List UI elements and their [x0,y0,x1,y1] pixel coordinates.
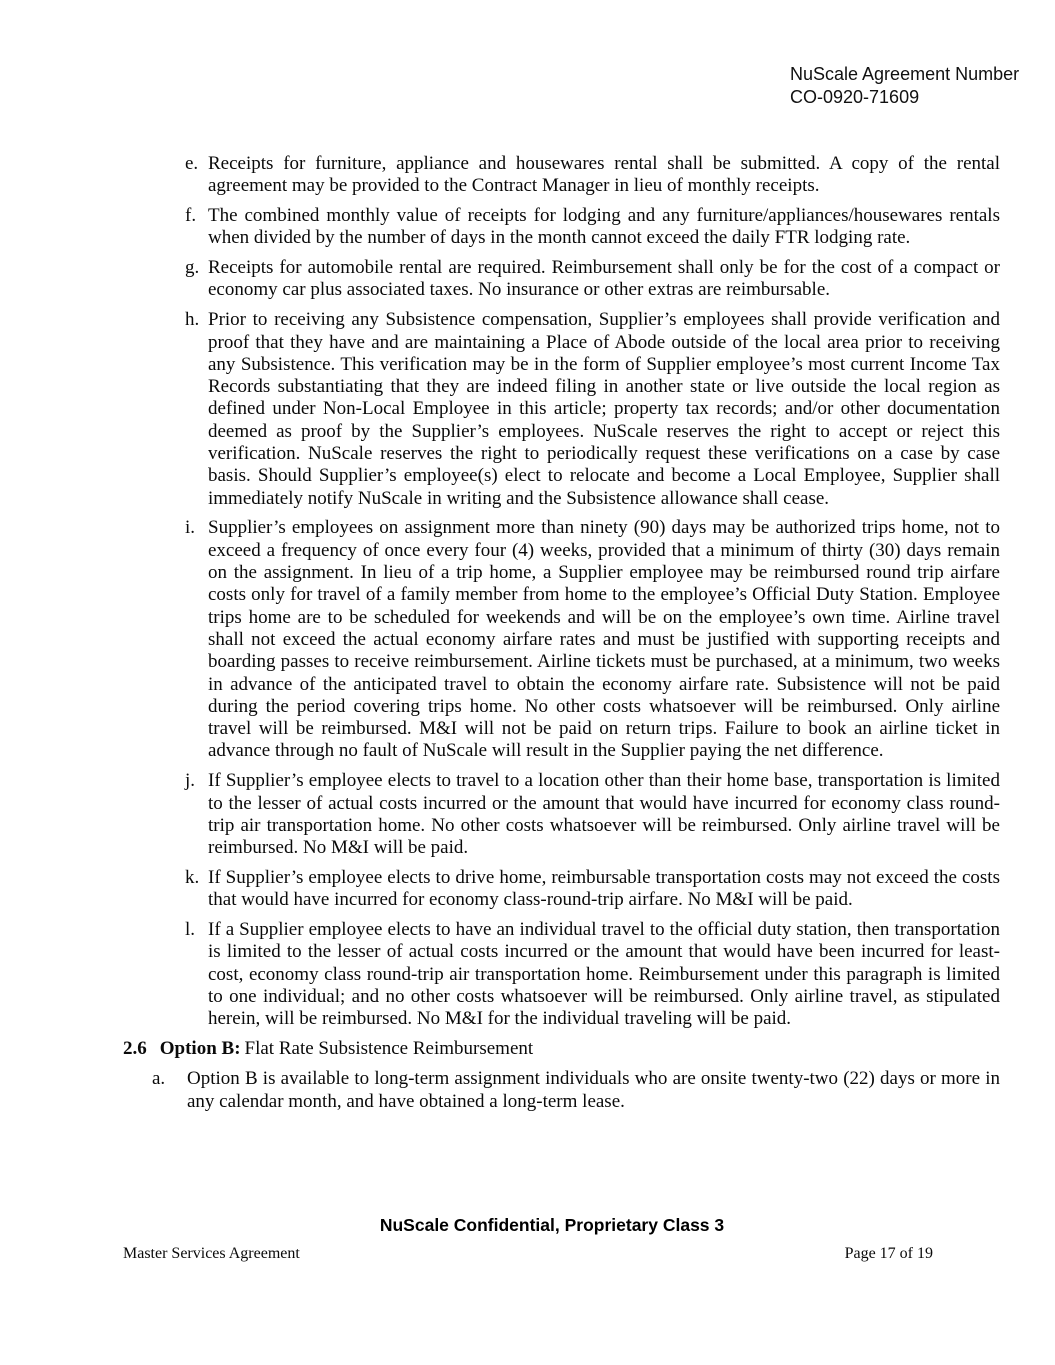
clause-l [185,919,1000,1030]
clause-label: i. [185,517,196,539]
subclause-label: a. [152,1068,166,1090]
section-heading-2-6 [123,1038,1000,1060]
section-number: 2.6 [123,1037,147,1059]
clause-text: The combined monthly value of receipts for lodging and any furniture/appliances/housewares rentals when divided by the number of days in the month cannot exceed the daily FTR lodging rate. [208,205,1000,249]
footer-page-number: Page 17 of 19 [844,1245,933,1262]
clause-g [185,257,1000,302]
clause-e [185,153,1000,198]
clause-label: l. [185,919,196,940]
clause-label: h. [185,309,200,331]
clause-label: j. [185,770,196,792]
clause-label: k. [185,866,200,888]
clause-label: f. [185,205,197,227]
confidentiality-notice: NuScale Confidential, Proprietary Class 3 [379,1215,725,1235]
clause-h [185,309,1000,510]
clause-label: e. [185,153,199,174]
clause-i [185,517,1000,762]
section-title: Flat Rate Subsistence Reimbursement [244,1037,534,1059]
agreement-header [790,63,1019,109]
clause-text: If a Supplier employee elects to have an individual travel to the official duty station, then transportation is limited to the lesser of actual costs incurred or the amount that would have been incurred for least-cost, economy class round-trip air transportation home. Reimbursement under this paragraph is limited to one individual; and no other costs whatsoever will be reimbursed. Only airline travel, as stipulated herein, will be reimbursed. No M&I for the individual traveling will be paid. [208,919,1000,1030]
subclause-text: Option B is available to long-term assignment individuals who are onsite twenty-two (22) days or more in any calendar month, and have obtained a long-term lease. [187,1068,1000,1112]
section-bold-label: Option B: [159,1037,241,1059]
clause-k [185,866,1000,912]
clause-text: Supplier’s employees on assignment more than ninety (90) days may be authorized trips home, not to exceed a frequency of once every four (4) weeks, provided that a minimum of thirty (30) days remain on the assignment. In lieu of a trip home, a Supplier employee may be reimbursed round trip airfare costs only for travel of a family member from home to the employee’s Official Duty Station. Employee trips home are to be scheduled for weekends and will be on the employee’s own time. Airline travel shall not exceed the actual economy airfare rates and must be justified with supporting receipts and boarding passes to receive reimbursement. Airline tickets must be purchased, at a minimum, two weeks in advance of the anticipated travel to obtain the economy airfare rate. Subsistence will not be paid during the period covering trips home. No other costs whatsoever will be reimbursed. Only airline travel will be reimbursed. M&I will not be paid on return trips. Failure to book an airline ticket in advance through no fault of NuScale will result in the Supplier paying the net difference. [208,517,1000,762]
agreement-number-value: CO-0920-71609 [790,87,920,107]
agreement-number-label: NuScale Agreement Number [790,64,1020,84]
clause-text: Receipts for automobile rental are required. Reimbursement shall only be for the cost of a compact or economy car plus associated taxes. No insurance or other extras are reimbursable. [208,257,1000,301]
clause-text: If Supplier’s employee elects to drive home, reimbursable transportation costs may not exceed the costs that would have incurred for economy class-round-trip airfare. No M&I will be paid. [208,866,1000,911]
clause-text: Receipts for furniture, appliance and housewares rental shall be submitted. A copy of the rental agreement may be provided to the Contract Manager in lieu of monthly receipts. [208,153,1000,197]
subclause-a [152,1068,1000,1113]
footer-document-title: Master Services Agreement [123,1245,300,1262]
body-content [0,153,1055,1120]
clause-j [185,770,1000,859]
clause-text: Prior to receiving any Subsistence compensation, Supplier’s employees shall provide verification and proof that they have and are maintaining a Place of Abode outside of the local area prior to receiving any Subsistence. This verification may be in the form of Supplier employee’s most current Income Tax Records substantiating that they are indeed filing in another state or live outside the local region as defined under Non-Local Employee in this article; property tax records; and/or other documentation deemed as proof by the Supplier’s employees. NuScale reserves the right to accept or reject this verification. NuScale reserves the right to periodically request these verifications on a case by case basis. Should Supplier’s employee(s) elect to relocate and become a Local Employee, Supplier shall immediately notify NuScale in writing and the Subsistence allowance shall cease. [208,309,1000,509]
clause-text: If Supplier’s employee elects to travel to a location other than their home base, transportation is limited to the lesser of actual costs incurred or the amount that would have incurred for economy class round-trip air transportation home. No other costs whatsoever will be reimbursed. Only airline travel will be reimbursed. No M&I will be paid. [208,770,1000,859]
clause-label: g. [185,257,200,279]
clause-f [185,205,1000,250]
